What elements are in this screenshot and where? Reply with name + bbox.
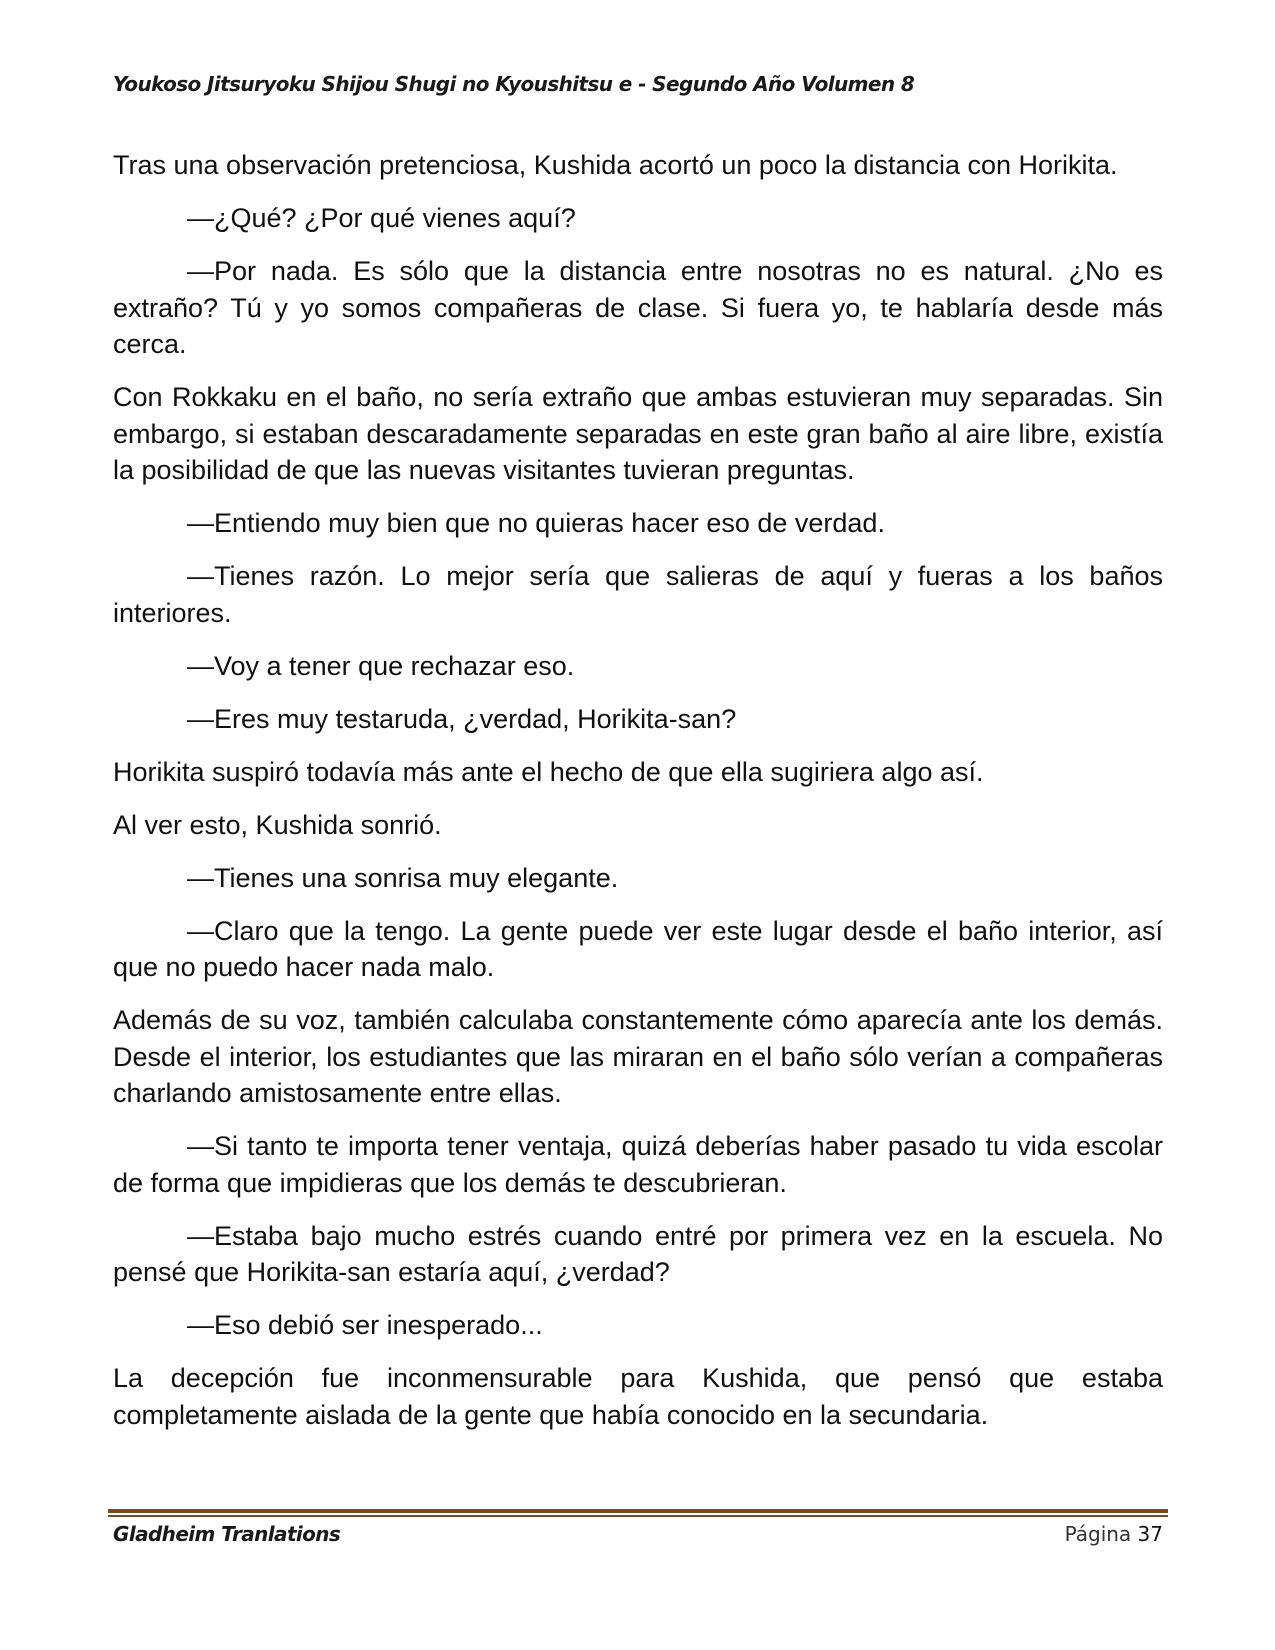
- narration-paragraph: Además de su voz, también calculaba constantemente cómo aparecía ante los demás. Desde el interior, los estudiantes que las miraran en el baño sólo verían a compañeras charlando amistosamente entre ellas.: [113, 1005, 1163, 1108]
- page-number-label: [1065, 1522, 1163, 1546]
- dialogue-paragraph: —Si tanto te importa tener ventaja, quizá deberías haber pasado tu vida escolar de forma que impidieras que los demás te descubrieran.: [113, 1131, 1163, 1198]
- footer-divider-thin-line: [108, 1515, 1168, 1517]
- footer-credit: Gladheim Tranlations: [113, 1522, 341, 1546]
- dialogue-paragraph: —Tienes razón. Lo mejor sería que salieras de aquí y fueras a los baños interiores.: [113, 561, 1163, 628]
- page-label-text: Página: [1064, 1522, 1132, 1546]
- page-body: [113, 147, 1163, 1450]
- page-number: 37: [1137, 1522, 1163, 1546]
- dialogue-paragraph: —Entiendo muy bien que no quieras hacer eso de verdad.: [187, 508, 885, 538]
- footer-divider-thick-line: [108, 1509, 1168, 1513]
- dialogue-paragraph: —Voy a tener que rechazar eso.: [187, 650, 575, 681]
- dialogue-paragraph: —Eso debió ser inesperado...: [187, 1310, 543, 1340]
- footer-divider: [108, 1509, 1168, 1517]
- narration-paragraph: Con Rokkaku en el baño, no sería extraño que ambas estuvieran muy separadas. Sin embargo, si estaban descaradamente separadas en este gran baño al aire libre, existía la posibilidad de que las nuevas visitantes tuvieran preguntas.: [113, 382, 1163, 485]
- dialogue-paragraph: —Estaba bajo mucho estrés cuando entré por primera vez en la escuela. No pensé que Horikita-san estaría aquí, ¿verdad?: [113, 1220, 1163, 1287]
- dialogue-paragraph: —Tienes una sonrisa muy elegante.: [187, 862, 619, 893]
- narration-paragraph: Al ver esto, Kushida sonrió.: [113, 809, 442, 840]
- page-header-title: Youkoso Jitsuryoku Shijou Shugi no Kyoushitsu e - Segundo Año Volumen 8: [113, 72, 915, 96]
- dialogue-paragraph: —Por nada. Es sólo que la distancia entre nosotras no es natural. ¿No es extraño? Tú y yo somos compañeras de clase. Si fuera yo, te hablaría desde más cerca.: [113, 256, 1163, 359]
- narration-paragraph: Tras una observación pretenciosa, Kushida acortó un poco la distancia con Horikita.: [113, 150, 1118, 180]
- narration-paragraph: Horikita suspiró todavía más ante el hecho de que ella sugiriera algo así.: [113, 756, 984, 787]
- narration-paragraph: La decepción fue inconmensurable para Kushida, que pensó que estaba completamente aislada de la gente que había conocido en la secundaria.: [113, 1363, 1163, 1430]
- dialogue-paragraph: —Claro que la tengo. La gente puede ver este lugar desde el baño interior, así que no puedo hacer nada malo.: [113, 915, 1163, 982]
- dialogue-paragraph: —Eres muy testaruda, ¿verdad, Horikita-san?: [187, 703, 737, 734]
- dialogue-paragraph: —¿Qué? ¿Por qué vienes aquí?: [187, 203, 576, 233]
